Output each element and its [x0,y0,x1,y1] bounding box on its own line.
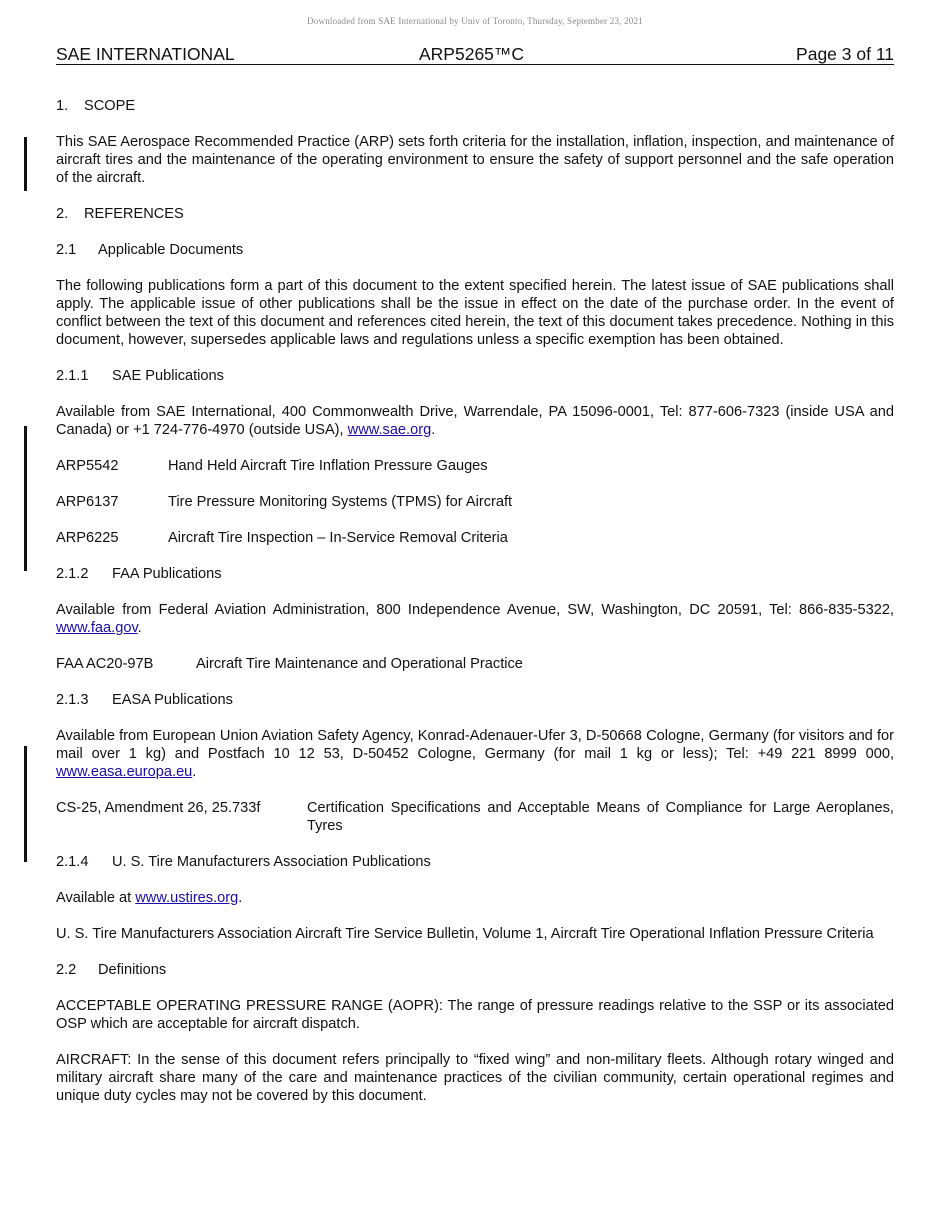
scope-paragraph: This SAE Aerospace Recommended Practice (ARP) sets forth criteria for the installation, inflation, inspection, and maintenance of aircraft tires and the maintenance of the operating environment to ensure the safety of support personnel and the safe operation of the aircraft. [56,134,894,186]
section-references-heading: 2. REFERENCES [56,206,184,222]
page-header [56,44,894,65]
header-page-number: Page 3 of 11 [796,44,894,64]
header-org: SAE INTERNATIONAL [56,44,235,64]
sae-availability-paragraph: Available from SAE International, 400 Commonwealth Drive, Warrendale, PA 15096-0001, Tel: 877-606-7323 (inside USA and Canada) or +1 724-776-4970 (outside USA), www.sae.org. [56,404,894,438]
section-easa-publications-heading: 2.1.3 EASA Publications [56,692,233,708]
ustma-availability-paragraph: Available at www.ustires.org. [56,890,243,906]
section-scope-heading: 1. SCOPE [56,98,136,114]
section-definitions-heading: 2.2 Definitions [56,962,167,978]
easa-availability-paragraph: Available from European Union Aviation Safety Agency, Konrad-Adenauer-Ufer 3, D-50668 Cologne, Germany (for visitors and for mail over 1 kg) and Postfach 10 12 53, D-50452 Cologne, Germany (for mail 1 kg or less); Tel: +49 221 8999 000, www.easa.europa.eu. [56,728,894,780]
sae-website-link[interactable]: www.sae.org [347,422,432,438]
sae-reference-item: ARP5542 Hand Held Aircraft Tire Inflation Pressure Gauges [56,458,488,474]
document-body [56,97,894,1123]
easa-website-link[interactable]: www.easa.europa.eu [56,764,193,780]
header-doc-id: ARP5265™C [419,44,525,64]
section-faa-publications-heading: 2.1.2 FAA Publications [56,566,222,582]
faa-availability-paragraph: Available from Federal Aviation Administration, 800 Independence Avenue, SW, Washington, DC 20591, Tel: 866-835-5322, www.faa.gov. [56,602,894,636]
download-watermark: Downloaded from SAE International by Univ of Toronto, Thursday, September 23, 2021 [307,16,643,26]
ustma-website-link[interactable]: www.ustires.org [135,890,239,906]
change-bar-sae [24,426,27,571]
applicable-documents-paragraph: The following publications form a part of this document to the extent specified herein. The latest issue of SAE publications shall apply. The applicable issue of other publications shall be the issue in effect on the date of the purchase order. In the event of conflict between the text of this document and references cited herein, the text of this document takes precedence. Nothing in this document, however, supersedes applicable laws and regulations unless a specific exemption has been obtained. [56,278,894,348]
sae-reference-item: ARP6225 Aircraft Tire Inspection – In-Service Removal Criteria [56,530,508,546]
section-applicable-documents-heading: 2.1 Applicable Documents [56,242,244,258]
faa-reference-item: FAA AC20-97B Aircraft Tire Maintenance and Operational Practice [56,656,523,672]
sae-reference-item: ARP6137 Tire Pressure Monitoring Systems (TPMS) for Aircraft [56,494,513,510]
definition-aopr: ACCEPTABLE OPERATING PRESSURE RANGE (AOPR): The range of pressure readings relative to the SSP or its associated OSP which are acceptable for aircraft dispatch. [56,998,894,1032]
section-sae-publications-heading: 2.1.1 SAE Publications [56,368,224,384]
change-bar-scope [24,137,27,191]
section-ustma-publications-heading: 2.1.4 U. S. Tire Manufacturers Association Publications [56,854,431,870]
change-bar-easa [24,746,27,862]
easa-reference-item: CS-25, Amendment 26, 25.733f Certification Specifications and Acceptable Means of Compliance for Large Aeroplanes, Tyres [56,800,894,834]
faa-website-link[interactable]: www.faa.gov [56,620,138,636]
ustma-bulletin-paragraph: U. S. Tire Manufacturers Association Aircraft Tire Service Bulletin, Volume 1, Aircraft Tire Operational Inflation Pressure Criteria [56,926,874,942]
definition-aircraft: AIRCRAFT: In the sense of this document refers principally to “fixed wing” and non-military fleets. Although rotary winged and military aircraft share many of the care and maintenance practices of the civilian community, certain operational regimes and unique duty cycles may not be covered by this document. [56,1052,894,1104]
